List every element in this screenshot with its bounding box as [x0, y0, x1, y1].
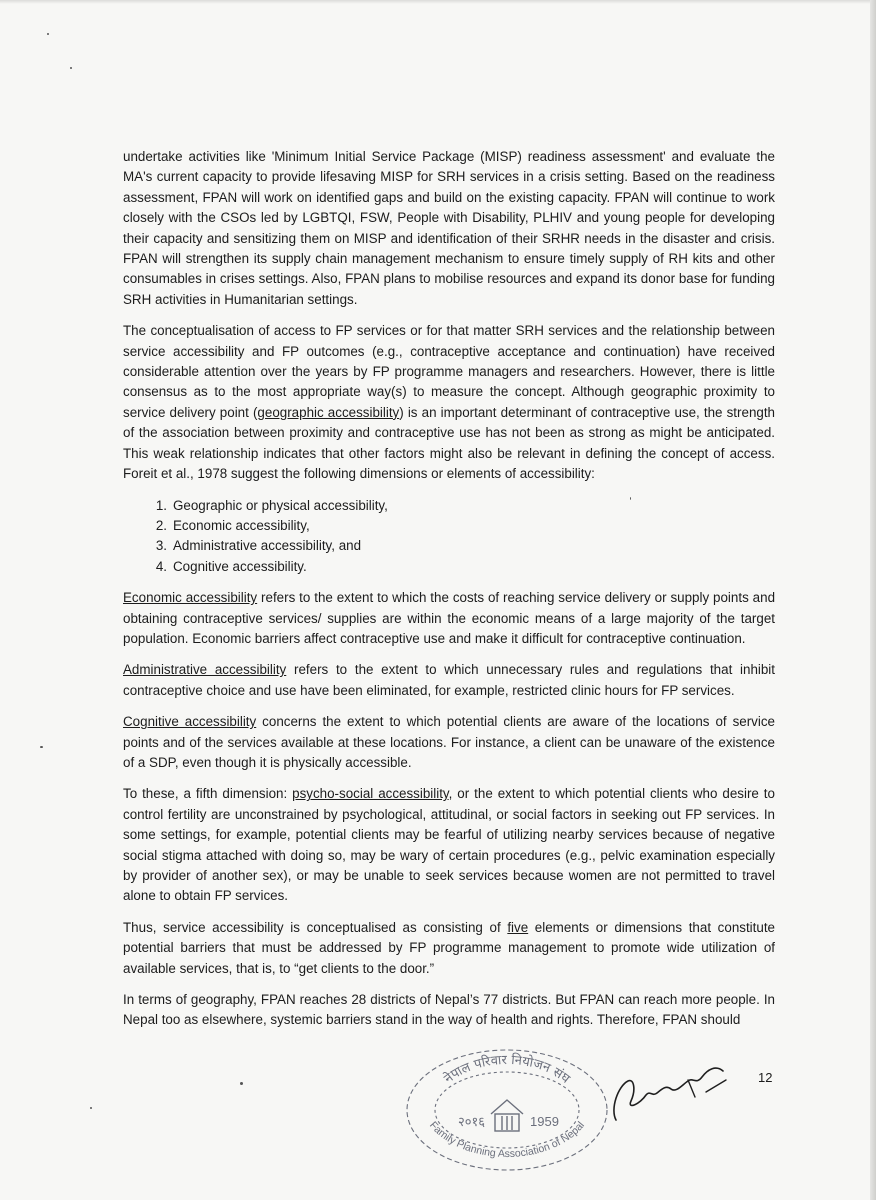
paragraph-access-concept: [123, 321, 775, 484]
underlined-term: five: [507, 919, 529, 935]
list-number: 1.: [155, 497, 167, 513]
accessibility-list: [123, 496, 775, 578]
scan-speck: [90, 1107, 92, 1109]
list-item: [155, 536, 775, 556]
underlined-term: Administrative accessibility: [123, 662, 287, 678]
scan-speck: [240, 1082, 243, 1085]
text: Thus, service accessibility is conceptualised as consisting of: [123, 919, 508, 935]
list-number: 3.: [155, 538, 167, 554]
text: , or the extent to which potential clients who desire to control fertility are unconstrained by psychological, attitudinal, or social factors in seeking out FP services. In some settings, for example, potential clients may be fearful of utilizing nearby services because of negative social stigma attached with doing so, may be wary of certain procedures (e.g., pelvic examination especially by provider of another sex), or may be unable to seek services because women are not permitted to travel alone to obtain FP services.: [123, 786, 775, 904]
organization-stamp: [402, 1044, 612, 1179]
list-item: [155, 557, 775, 577]
text: concerns the extent to which potential clients are aware of the locations of service points and of the services available at these locations. For instance, a client can be unaware of the existence of a SDP, even though it is physically accessible.: [123, 714, 775, 770]
handwritten-signature: [596, 1054, 746, 1139]
list-text: Geographic or physical accessibility,: [173, 497, 388, 513]
text: ) is an important determinant of contraceptive use, the strength of the association between proximity and contraceptive use has not been as strong as might be anticipated. This weak relationship indicates that other factors might also be relevant in defining the concept of access. Foreit et al., 1978 suggest the following dimensions or elements of accessibility:: [123, 404, 776, 482]
underlined-term: Cognitive accessibility: [123, 714, 257, 730]
page-edge-top: [0, 0, 876, 4]
stamp-house-icon: [491, 1100, 523, 1131]
paragraph-misp: undertake activities like 'Minimum Initial Service Package (MISP) readiness assessment' and evaluate the MA's current capacity to provide lifesaving MISP for SRH services in a crisis setting. Based on the readiness assessment, FPAN will work on identified gaps and build on the existing capacity. FPAN will continue to work closely with the CSOs led by LGBTQI, FSW, People with Disability, PLHIV and young people for developing their capacity and sensitizing them on MISP and identification of their SRHR needs in the disaster and crisis. FPAN will strengthen its supply chain management mechanism to ensure timely supply of RH kits and other consumables in crises settings. Also, FPAN plans to mobilise resources and expand its donor base for funding SRH activities in Humanitarian settings.: [123, 149, 775, 307]
scan-speck: [40, 746, 43, 748]
list-number: 4.: [155, 558, 167, 574]
list-item: [155, 516, 775, 536]
scan-speck: [70, 67, 72, 69]
stamp-bottom-text: Family Planning Association of Nepal: [427, 1119, 587, 1161]
scan-speck: [47, 33, 49, 35]
paragraph-cognitive: [123, 712, 775, 773]
underlined-term: Economic accessibility: [123, 590, 258, 606]
text: refers to the extent to which unnecessary rules and regulations that inhibit contraceptive choice and use have been eliminated, for example, restricted clinic hours for FP services.: [123, 662, 776, 698]
stamp-top-text: नेपाल परिवार नियोजन संघ: [441, 1052, 573, 1087]
list-text: Economic accessibility,: [173, 517, 310, 533]
list-number: 2.: [155, 517, 167, 533]
text: To these, a fifth dimension:: [123, 786, 293, 802]
paragraph-economic: [123, 588, 775, 649]
page-number: 12: [758, 1070, 773, 1085]
stamp-year-np: २०१६: [458, 1115, 486, 1130]
underlined-term: psycho-social accessibility: [292, 786, 449, 802]
paragraph-five-elements: [123, 918, 775, 979]
document-body: [123, 147, 775, 1042]
paragraph-psycho-social: [123, 784, 775, 906]
text: elements or dimensions that constitute potential barriers that must be addressed by FP programme management to promote wide utilization of available services, that is, to “get clients to the door.”: [123, 919, 775, 976]
text: refers to the extent to which the costs of reaching service delivery or supply points and obtaining contraceptive services/ supplies are within the economic means of a large majority of the target population. Economic barriers affect contraceptive use and make it difficult for contraceptive continuation.: [123, 590, 776, 646]
underlined-term: geographic accessibility: [257, 404, 400, 420]
page-edge-right: [870, 0, 876, 1200]
list-item: [155, 496, 775, 516]
text: The conceptualisation of access to FP services or for that matter SRH services and the relationship between service accessibility and FP outcomes (e.g., contraceptive acceptance and continuation) have received considerable attention over the years by FP programme managers and researchers. However, there is little consensus as to the most appropriate way(s) to measure the concept. Although geographic proximity to service delivery point (: [123, 323, 775, 420]
paragraph-geography: In terms of geography, FPAN reaches 28 districts of Nepal’s 77 districts. But FPAN can reach more people. In Nepal too as elsewhere, systemic barriers stand in the way of health and rights. Therefore, FPAN should: [123, 992, 775, 1028]
paragraph-administrative: [123, 660, 775, 701]
list-text: Administrative accessibility, and: [173, 538, 362, 554]
list-text: Cognitive accessibility.: [173, 558, 307, 574]
stamp-year: 1959: [530, 1114, 559, 1129]
